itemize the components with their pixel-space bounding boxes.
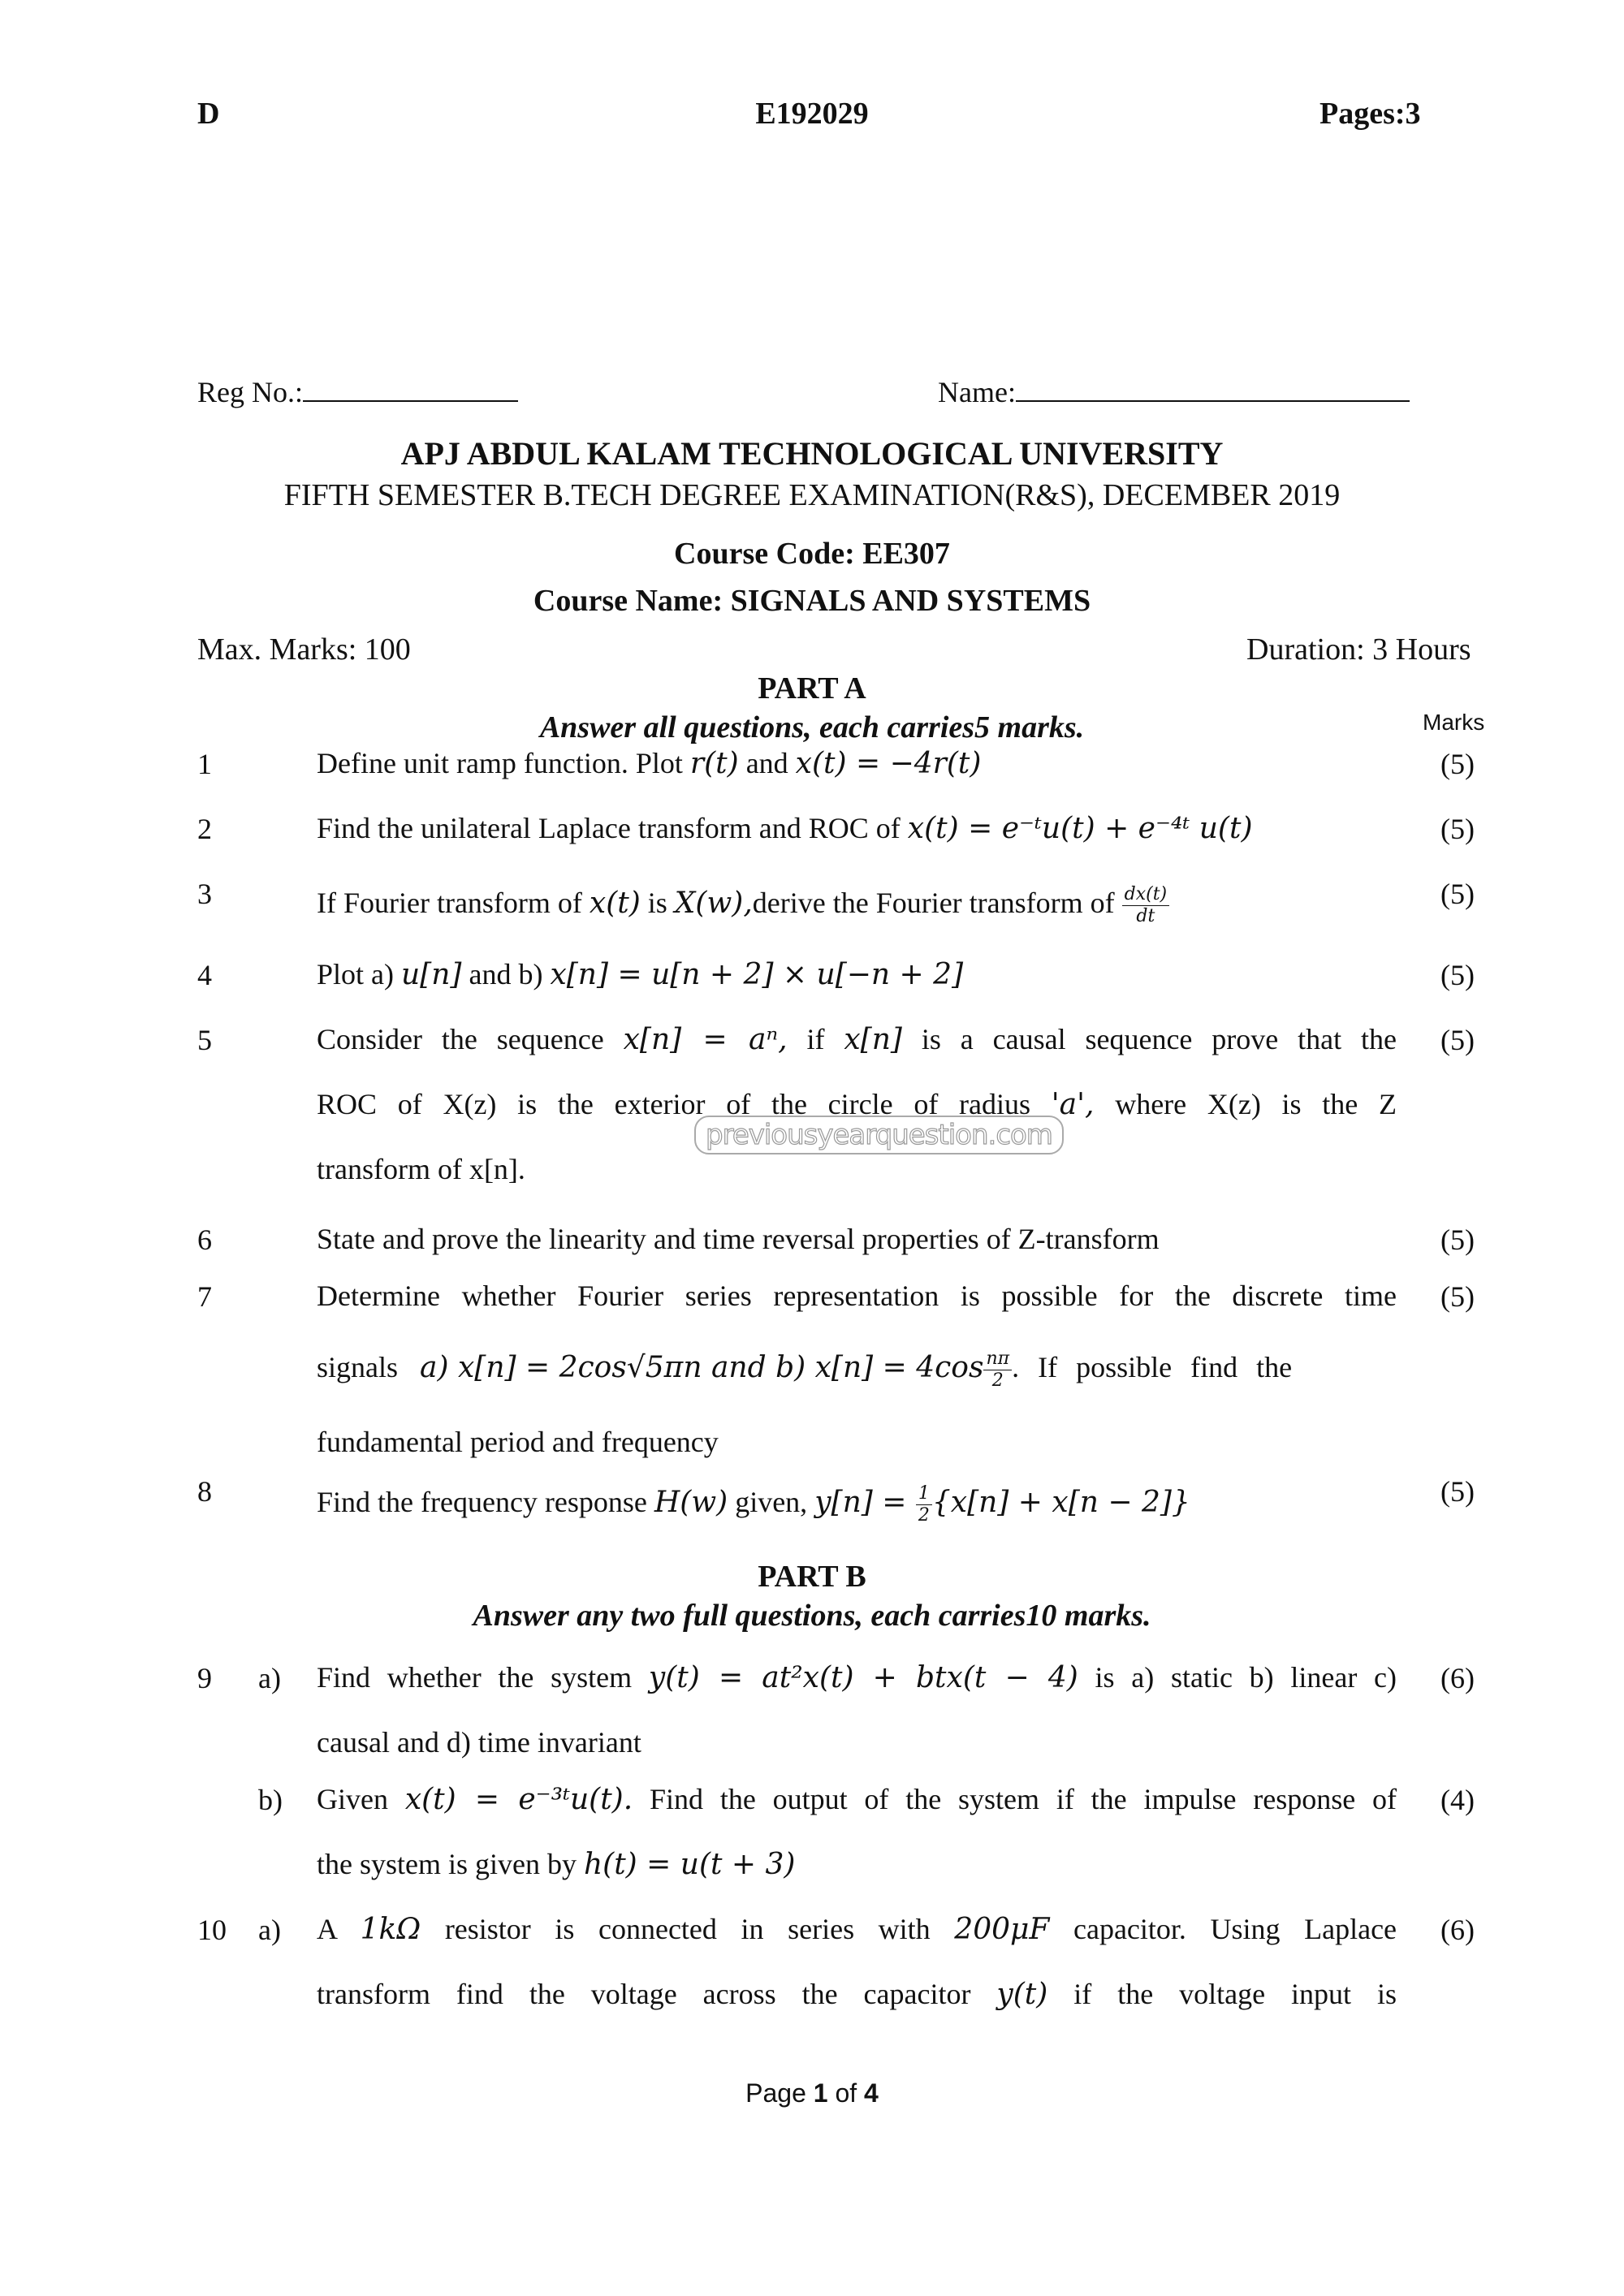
q10a-line-1: A 1kΩ resistor is connected in series with 200μF capacitor. Using Laplace: [317, 1913, 1397, 1946]
q6-marks: (5): [1440, 1224, 1475, 1256]
reg-no-label: Reg No.:: [197, 376, 303, 408]
paper-code: E192029: [755, 97, 869, 131]
q10a-marks: (6): [1440, 1914, 1475, 1946]
q3-number: 3: [197, 878, 212, 910]
q7-cos-fraction: $\frac{n\pi}{2}$: [983, 1349, 1012, 1392]
duration: Duration: 3 Hours: [1246, 632, 1471, 667]
q9b-marks: (4): [1440, 1784, 1475, 1816]
q10a-line-2: transform find the voltage across the capacitor y(t) if the voltage input is: [317, 1978, 1397, 2011]
reg-no-blank: [303, 376, 518, 402]
exam-title: FIFTH SEMESTER B.TECH DEGREE EXAMINATION(R&S), DECEMBER 2019: [283, 478, 1341, 512]
q5-line-2: ROC of X(z) is the exterior of the circle of radius 'a', where X(z) is the Z: [317, 1088, 1397, 1121]
q9b-line-2: the system is given by h(t) = u(t + 3): [317, 1848, 796, 1881]
q9a-line-2: causal and d) time invariant: [317, 1726, 641, 1759]
part-a-title: PART A: [758, 671, 866, 706]
set-code: D: [197, 97, 220, 131]
total-pages: 4: [864, 2078, 879, 2108]
q2-text: Find the unilateral Laplace transform and ROC of x(t) = e⁻ᵗu(t) + e⁻⁴ᵗ u(t): [317, 812, 1253, 845]
q2-number: 2: [197, 813, 212, 845]
q1-marks: (5): [1440, 748, 1475, 780]
q9b-label: b): [258, 1784, 283, 1816]
q6-number: 6: [197, 1224, 212, 1256]
q7-line-1: Determine whether Fourier series representation is possible for the discrete time: [317, 1280, 1397, 1312]
reg-no-field: [197, 375, 518, 409]
q7-line-3: fundamental period and frequency: [317, 1426, 719, 1458]
marks-column-label: Marks: [1423, 710, 1485, 735]
q5-line-1: Consider the sequence x[n] = aⁿ, if x[n] is a causal sequence prove that the: [317, 1023, 1397, 1056]
q9a-line-1: Find whether the system y(t) = at²x(t) + btx(t − 4) is a) static b) linear c): [317, 1661, 1397, 1694]
q6-text: State and prove the linearity and time reversal properties of Z-transform: [317, 1223, 1160, 1255]
university-name: APJ ABDUL KALAM TECHNOLOGICAL UNIVERSITY: [400, 435, 1224, 472]
q3-marks: (5): [1440, 878, 1475, 910]
q4-marks: (5): [1440, 959, 1475, 991]
part-a-instruction: Answer all questions, each carries5 marks.: [539, 710, 1085, 744]
page-count: Pages:3: [1320, 97, 1421, 131]
course-name: Course Name: SIGNALS AND SYSTEMS: [533, 584, 1091, 618]
q3-text: If Fourier transform of x(t) is X(w),derive the Fourier transform of $\frac{dx(t)}{dt}$: [317, 870, 1397, 936]
q3-derivative-fraction: $\frac{dx(t)}{dt}$: [1122, 884, 1170, 927]
q2-marks: (5): [1440, 813, 1475, 845]
q7-number: 7: [197, 1280, 212, 1313]
q5-marks: (5): [1440, 1024, 1475, 1056]
q7-marks: (5): [1440, 1280, 1475, 1313]
current-page: 1: [813, 2078, 828, 2108]
q1-number: 1: [197, 748, 212, 780]
q7-line-2: signals a) x[n] = 2cos√5πn and b) x[n] = 4cos $\frac{n\pi}{2}$ . If possible find the: [317, 1349, 1293, 1392]
q4-text: Plot a) u[n] and b) x[n] = u[n + 2] × u[−n + 2]: [317, 958, 964, 991]
q8-number: 8: [197, 1475, 212, 1508]
q10-number: 10: [197, 1914, 227, 1946]
name-field: [938, 375, 1410, 409]
course-code: Course Code: EE307: [674, 537, 950, 571]
name-label: Name:: [938, 376, 1016, 408]
part-b-instruction: Answer any two full questions, each carries10 marks.: [473, 1599, 1151, 1633]
q9a-label: a): [258, 1662, 281, 1694]
q9-number: 9: [197, 1662, 212, 1694]
part-b-title: PART B: [758, 1560, 866, 1594]
watermark-logo: previousyearquestion.com: [694, 1116, 1064, 1154]
q8-marks: (5): [1440, 1475, 1475, 1508]
q5-line-3: transform of x[n].: [317, 1153, 525, 1185]
q9a-marks: (6): [1440, 1662, 1475, 1694]
q4-number: 4: [197, 959, 212, 991]
q8-text: Find the frequency response H(w) given, y[n] = $\frac{1}{2}$ {x[n] + x[n − 2]}: [317, 1483, 1190, 1526]
max-marks: Max. Marks: 100: [197, 632, 411, 667]
name-blank: [1016, 376, 1410, 402]
q10a-label: a): [258, 1914, 281, 1946]
q1-text: Define unit ramp function. Plot r(t) and x(t) = −4r(t): [317, 747, 982, 780]
q9b-line-1: Given x(t) = e⁻³ᵗu(t). Find the output of the system if the impulse response of: [317, 1783, 1397, 1816]
q8-half-fraction: $\frac{1}{2}$: [916, 1483, 932, 1526]
q5-number: 5: [197, 1024, 212, 1056]
page-footer: Page 1 of 4: [745, 2078, 879, 2108]
